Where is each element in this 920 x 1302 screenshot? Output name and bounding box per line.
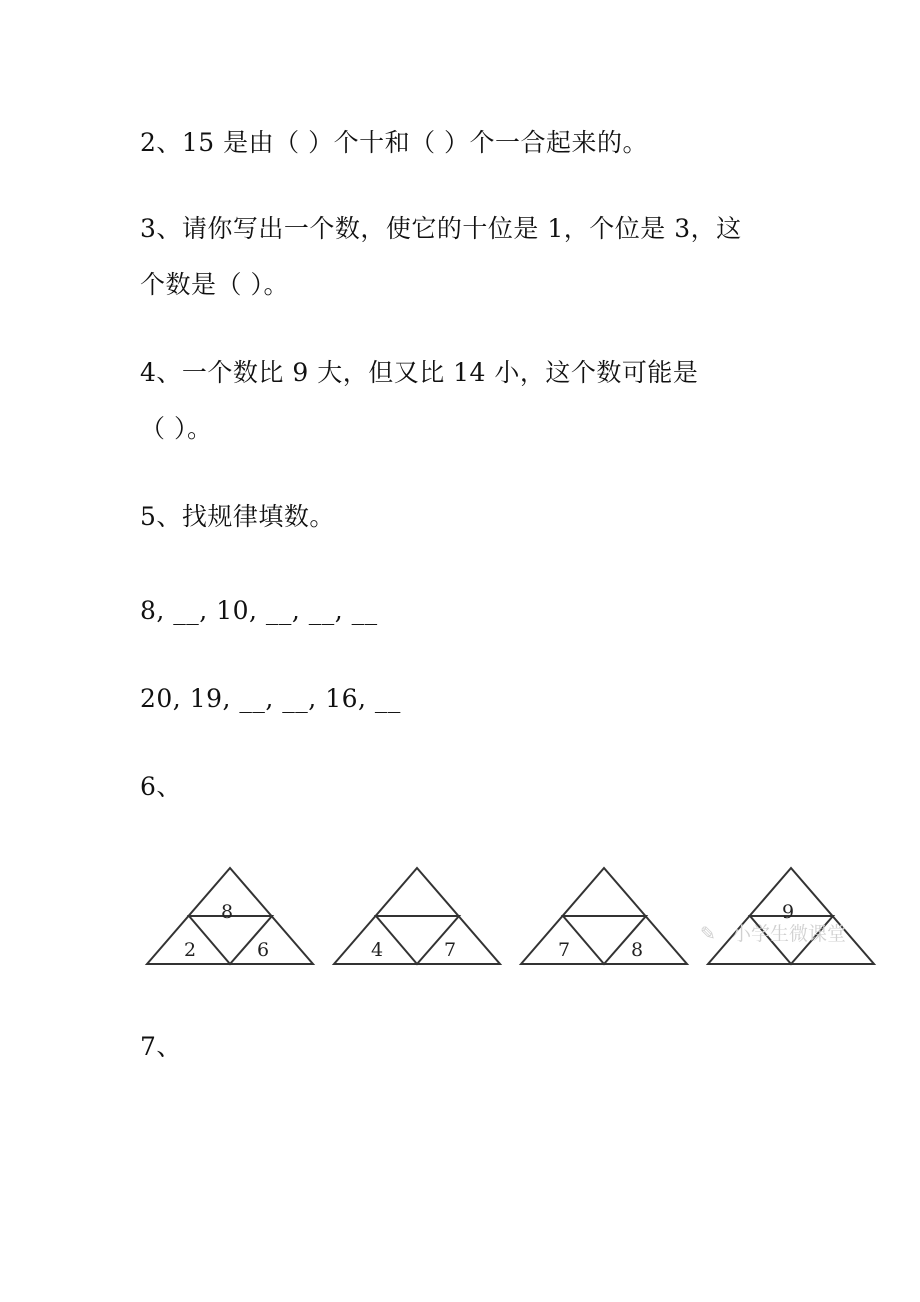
- question-7: 7、: [140, 1032, 182, 1061]
- triangle-diagram: [140, 860, 880, 980]
- sequence-1: 8, __, 10, __, __, __: [140, 596, 378, 625]
- triangle-3-left: 7: [557, 939, 571, 961]
- triangle-2-right: 7: [443, 939, 457, 961]
- question-3-line-1: 3、请你写出一个数，使它的十位是 1，个位是 3，这: [140, 214, 742, 243]
- question-3-line-2: 个数是（ ）。: [140, 270, 289, 299]
- question-4-line-1: 4、一个数比 9 大，但又比 14 小，这个数可能是: [140, 358, 699, 387]
- question-5: 5、找规律填数。: [140, 502, 335, 531]
- watermark-text: 小学生微课堂: [732, 923, 847, 945]
- triangle-2: [334, 868, 500, 964]
- triangle-2-left: 4: [370, 939, 384, 961]
- triangle-1-left: 2: [183, 939, 197, 961]
- triangle-1-top: 8: [220, 901, 234, 923]
- triangle-1-right: 6: [256, 939, 270, 961]
- triangle-3: [521, 868, 687, 964]
- question-4-line-2: （ ）。: [140, 414, 213, 443]
- triangle-4-top: 9: [781, 901, 795, 923]
- sequence-2: 20, 19, __, __, 16, __: [140, 684, 401, 713]
- triangle-3-right: 8: [630, 939, 644, 961]
- question-2: 2、15 是由（ ）个十和（ ）个一合起来的。: [140, 128, 649, 157]
- question-6: 6、: [140, 772, 182, 801]
- triangle-figure: [140, 860, 880, 980]
- watermark-icon: ✎: [700, 923, 716, 945]
